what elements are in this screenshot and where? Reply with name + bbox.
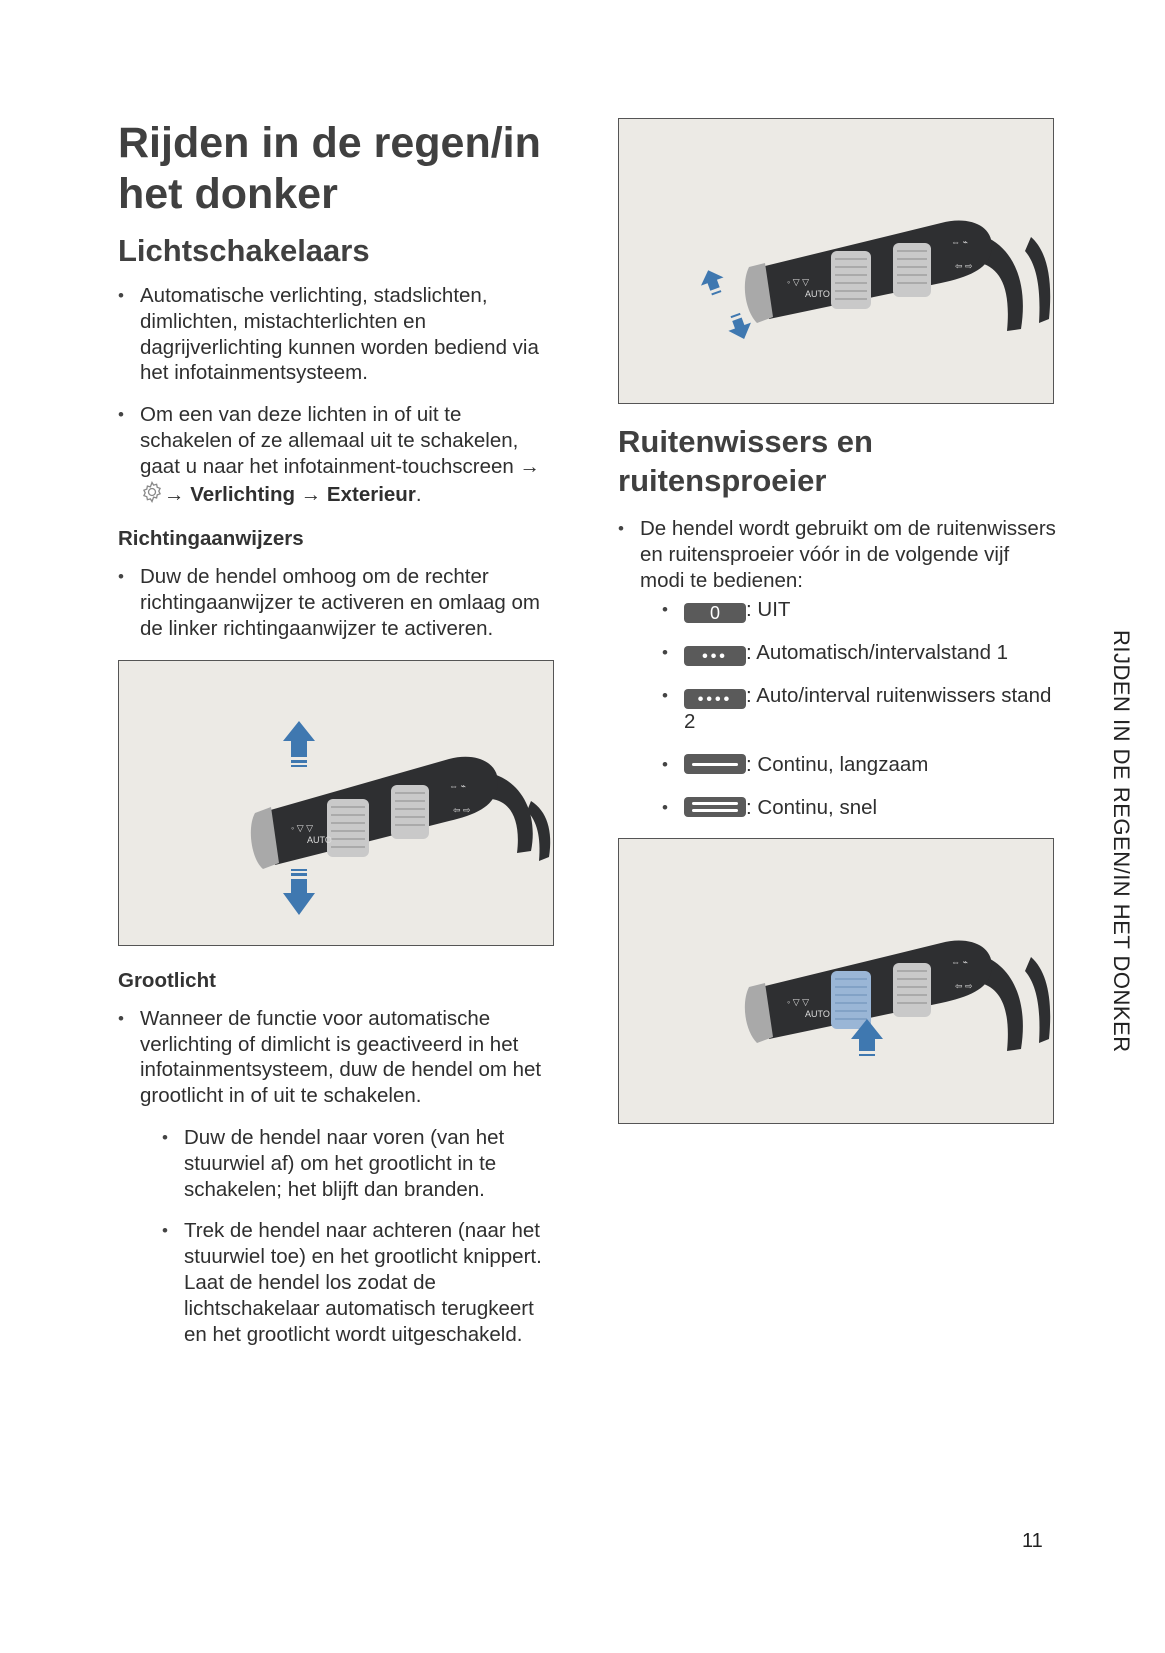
- bar: [692, 809, 738, 812]
- list-item-text: Om een van deze lichten in of uit te schakelen of ze allemaal uit te schakelen, gaat u naar het infotainment-touchscreen →: [140, 403, 540, 478]
- indicator-stalk-illustration: [118, 660, 554, 946]
- mode-slow-icon: [684, 754, 746, 774]
- mode-label: : UIT: [746, 598, 791, 622]
- arrow-text: →: [300, 482, 322, 506]
- wiper-mode-interval-1: [662, 640, 1058, 666]
- wipers-heading: Ruitenwissers en ruitensproeier: [618, 424, 873, 498]
- mode-interval-2-icon: [684, 689, 746, 709]
- wiper-mode-continuous-slow: [662, 752, 1058, 778]
- list-item: [618, 516, 1058, 821]
- wiper-mode-interval-2: [662, 683, 1058, 735]
- svg-text:◦ ▽ ▽: ◦ ▽ ▽: [787, 996, 810, 1007]
- mode-fast-icon: [684, 797, 746, 817]
- mode-label: : Auto/interval ruitenwissers stand 2: [684, 684, 1052, 734]
- mode-label: : Continu, langzaam: [746, 753, 929, 777]
- mode-interval-1-icon: [684, 646, 746, 666]
- left-column: [118, 118, 558, 1363]
- wiper-mode-continuous-fast: [662, 795, 1058, 821]
- highbeam-sub-list: [162, 1125, 558, 1347]
- wipers-list: [618, 516, 1058, 821]
- bar: [692, 802, 738, 805]
- side-chapter-label: RIJDEN IN DE REGEN/IN HET DONKER: [1109, 630, 1134, 1053]
- dots: •••: [702, 648, 728, 666]
- svg-text:⇦ ⇨: ⇦ ⇨: [453, 804, 471, 815]
- mode-off-icon: 0: [684, 603, 746, 623]
- page-title: Rijden in de regen/in het donker: [118, 119, 541, 218]
- svg-text:◦ ▽ ▽: ◦ ▽ ▽: [291, 822, 314, 833]
- svg-text:◦ ▽ ▽: ◦ ▽ ▽: [787, 277, 810, 287]
- svg-text:⇦ ⇨: ⇦ ⇨: [955, 261, 973, 271]
- wiper-stalk-illustration-wheel: [618, 838, 1054, 1124]
- wiper-mode-off: [662, 597, 1058, 623]
- list-item: • Duw de hendel naar voren (van het stuurwiel af) om het grootlicht in te schakelen; het blijft dan branden.: [162, 1125, 558, 1202]
- svg-text:⇔ ⌁: ⇔ ⌁: [951, 956, 968, 967]
- list-item-text: De hendel wordt gebruikt om de ruitenwissers en ruitensproeier vóór in de volgende vijf modi te bedienen:: [640, 517, 1056, 592]
- mode-label: : Automatisch/intervalstand 1: [746, 641, 1009, 665]
- indicators-list: [118, 564, 558, 641]
- wiper-stalk-illustration-up-down: [618, 118, 1054, 404]
- lights-list: [118, 283, 558, 510]
- lights-heading: Lichtschakelaars: [118, 233, 370, 268]
- mode-label: : Continu, snel: [746, 795, 878, 819]
- right-column: [618, 118, 1058, 1124]
- bar: [692, 763, 738, 766]
- menu-path-exterior: Exterieur: [326, 482, 416, 506]
- period: .: [415, 482, 422, 506]
- menu-path-lighting: Verlichting: [190, 482, 296, 506]
- gear-icon: [140, 480, 164, 511]
- list-item: [118, 1006, 558, 1348]
- dots: ••••: [697, 691, 733, 709]
- indicators-heading: Richtingaanwijzers: [118, 527, 304, 551]
- list-item: • Automatische verlichting, stadslichten, dimlichten, mistachterlichten en dagrijverlichting kunnen worden bediend via het infotainmentsysteem.: [118, 283, 558, 386]
- svg-text:⇦ ⇨: ⇦ ⇨: [955, 980, 973, 991]
- list-item-text: Wanneer de functie voor automatische verlichting of dimlicht is geactiveerd in het infotainmentsysteem, duw de hendel om het grootlicht in of uit te schakelen.: [140, 1006, 542, 1108]
- auto-label: AUTO: [307, 834, 332, 845]
- highbeam-heading: Grootlicht: [118, 968, 216, 992]
- list-item: • Trek de hendel naar achteren (naar het stuurwiel toe) en het grootlicht knippert. Laat de hendel los zodat de lichtschakelaar automatisch terugkeert en het grootlicht wordt uitgeschakeld.: [162, 1218, 558, 1347]
- wiper-modes-list: [662, 597, 1058, 820]
- arrow-text: →: [164, 482, 185, 506]
- list-item: • Duw de hendel omhoog om de rechter richtingaanwijzer te activeren en omlaag om de linker richtingaanwijzer te activeren.: [118, 564, 558, 641]
- auto-label: AUTO: [805, 289, 830, 299]
- auto-label: AUTO: [805, 1008, 830, 1019]
- svg-text:⇔ ⌁: ⇔ ⌁: [951, 237, 968, 247]
- page-number: 11: [1022, 1530, 1043, 1552]
- highbeam-list: [118, 1006, 558, 1348]
- list-item: [118, 402, 558, 510]
- svg-text:⇔ ⌁: ⇔ ⌁: [449, 780, 466, 791]
